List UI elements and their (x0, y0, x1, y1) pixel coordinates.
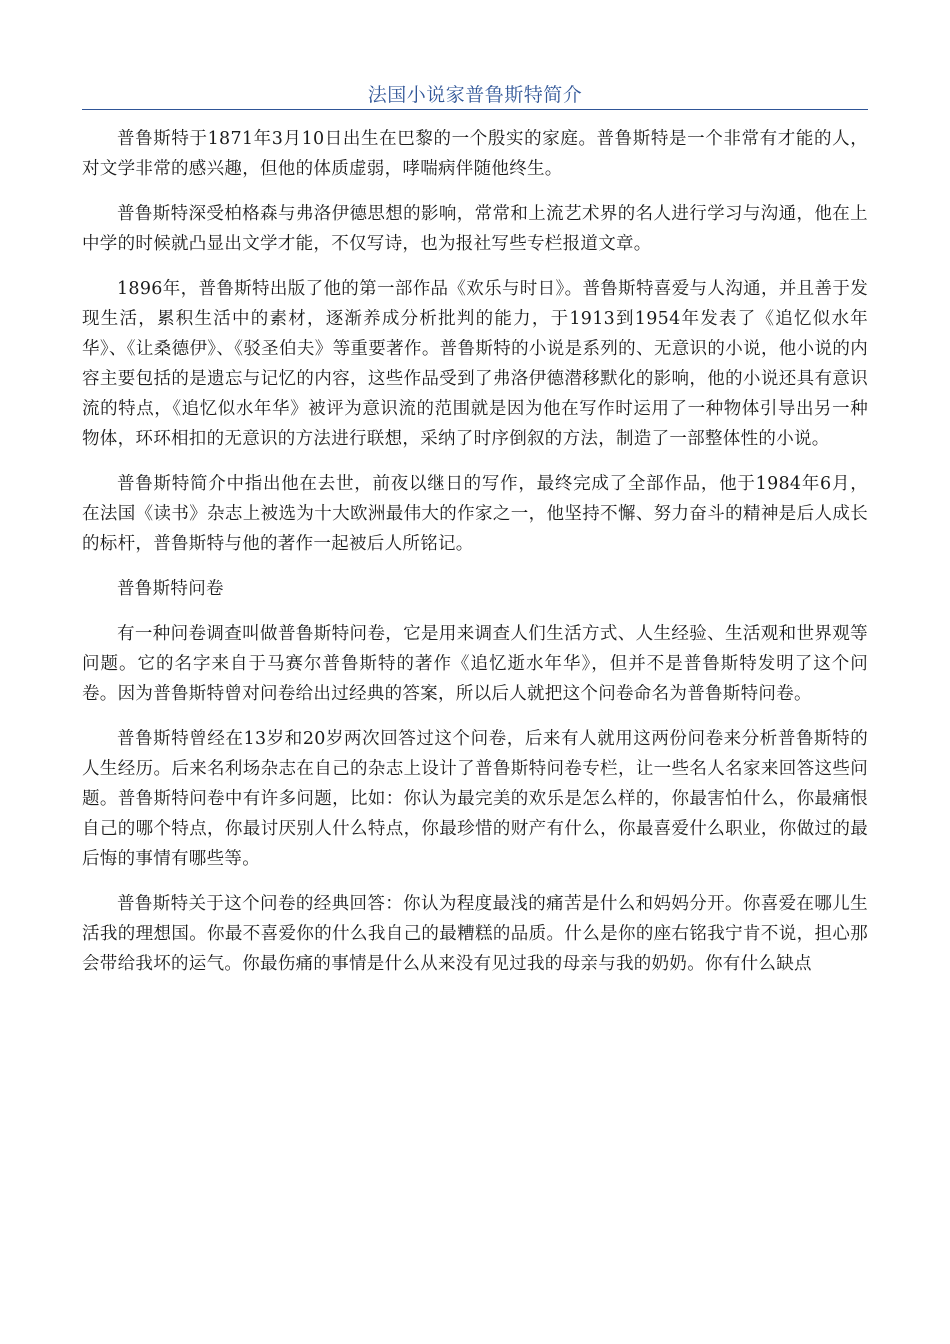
paragraph-questionnaire-answers: 普鲁斯特关于这个问卷的经典回答：你认为程度最浅的痛苦是什么和妈妈分开。你喜爱在哪儿生活我的理想国。你最不喜爱你的什么我自己的最糟糕的品质。什么是你的座右铭我宁肯不说，担心那会带给我坏的运气。你最伤痛的事情是什么从来没有见过我的母亲与我的奶奶。你有什么缺点 (82, 894, 868, 974)
paragraph-questionnaire-intro: 有一种问卷调查叫做普鲁斯特问卷，它是用来调查人们生活方式、人生经验、生活观和世界观等问题。它的名字来自于马赛尔普鲁斯特的著作《追忆逝水年华》，但并不是普鲁斯特发明了这个问卷。因为普鲁斯特曾对问卷给出过经典的答案，所以后人就把这个问卷命名为普鲁斯特问卷。 (82, 624, 868, 704)
paragraph-influences: 普鲁斯特深受柏格森与弗洛伊德思想的影响，常常和上流艺术界的名人进行学习与沟通，他在上中学的时候就凸显出文学才能，不仅写诗，也为报社写些专栏报道文章。 (82, 204, 868, 254)
title-underline (82, 109, 868, 110)
section-heading-questionnaire: 普鲁斯特问卷 (117, 579, 224, 599)
paragraph-birth: 普鲁斯特于1871年3月10日出生在巴黎的一个殷实的家庭。普鲁斯特是一个非常有才能的人，对文学非常的感兴趣，但他的体质虚弱，哮喘病伴随他终生。 (82, 129, 868, 179)
document-body (82, 124, 868, 994)
paragraph-works: 1896年，普鲁斯特出版了他的第一部作品《欢乐与时日》。普鲁斯特喜爱与人沟通，并且善于发现生活，累积生活中的素材，逐渐养成分析批判的能力，于1913到1954年发表了《追忆似水年华》、《让桑德伊》、《驳圣伯夫》等重要著作。普鲁斯特的小说是系列的、无意识的小说，他小说的内容主要包括的是遗忘与记忆的内容，这些作品受到了弗洛伊德潜移默化的影响，他的小说还具有意识流的特点，《追忆似水年华》被评为意识流的范围就是因为他在写作时运用了一种物体引导出另一种物体，环环相扣的无意识的方法进行联想，采纳了时序倒叙的方法，制造了一部整体性的小说。 (82, 279, 868, 449)
paragraph-legacy: 普鲁斯特简介中指出他在去世，前夜以继日的写作，最终完成了全部作品，他于1984年6月，在法国《读书》杂志上被选为十大欧洲最伟大的作家之一，他坚持不懈、努力奋斗的精神是后人成长的标杆，普鲁斯特与他的著作一起被后人所铭记。 (82, 474, 868, 554)
paragraph-questionnaire-history: 普鲁斯特曾经在13岁和20岁两次回答过这个问卷，后来有人就用这两份问卷来分析普鲁斯特的人生经历。后来名利场杂志在自己的杂志上设计了普鲁斯特问卷专栏，让一些名人名家来回答这些问题。普鲁斯特问卷中有许多问题，比如：你认为最完美的欢乐是怎么样的，你最害怕什么，你最痛恨自己的哪个特点，你最讨厌别人什么特点，你最珍惜的财产有什么，你最喜爱什么职业，你做过的最后悔的事情有哪些等。 (82, 729, 868, 869)
page-title: 法国小说家普鲁斯特简介 (367, 84, 583, 106)
